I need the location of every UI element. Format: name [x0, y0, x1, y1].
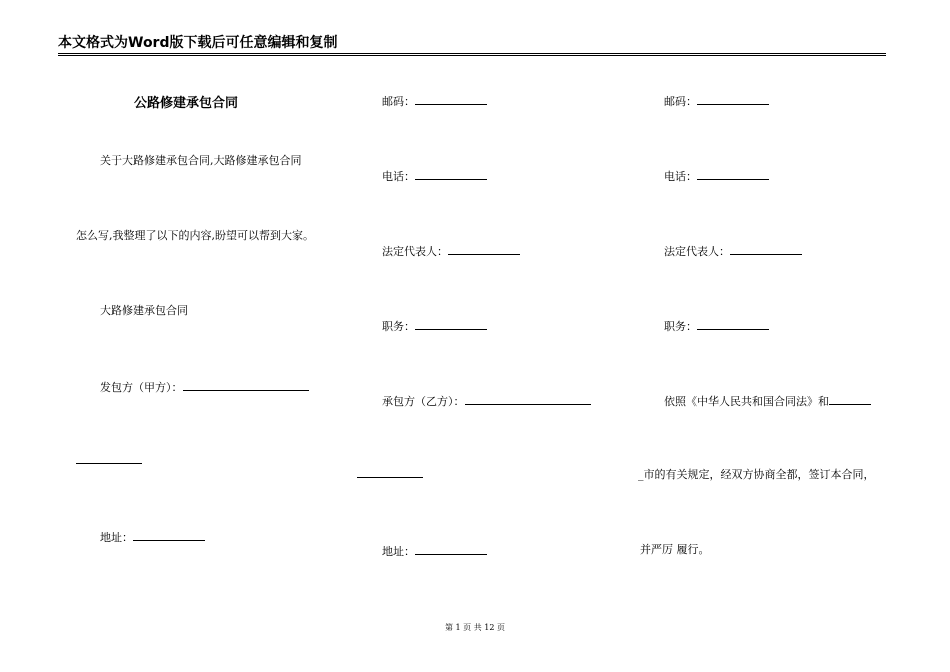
- party-a-address-label: 地址：: [100, 531, 133, 544]
- party-b-postcode-blank: [697, 93, 769, 105]
- party-b-postcode-label: 邮码：: [664, 95, 697, 108]
- party-b-blank-continued: [357, 477, 423, 478]
- party-a-address-blank: [133, 529, 205, 541]
- party-b-phone-field: [664, 168, 769, 183]
- party-a-position-blank: [415, 318, 487, 330]
- city-blank: [829, 393, 871, 405]
- intro-line-1: 关于大路修建承包合同,大路修建承包合同: [100, 154, 302, 167]
- legal-basis-line-3: 并严厉 履行。: [640, 543, 710, 556]
- document-header: 本文格式为Word版下载后可任意编辑和复制: [58, 35, 886, 54]
- party-b-position-label: 职务：: [664, 320, 697, 333]
- party-a-postcode-blank: [415, 93, 487, 105]
- party-b-label: 承包方（乙方）：: [382, 395, 465, 408]
- legal-basis-line-1: [664, 393, 871, 408]
- party-b-blank: [465, 393, 591, 405]
- contract-heading: 大路修建承包合同: [100, 304, 188, 317]
- party-a-legal-rep-blank: [448, 243, 520, 255]
- party-a-blank-continued: [76, 463, 142, 464]
- legal-basis-line-2: _市的有关规定，经双方协商全都，签订本合同，: [638, 468, 875, 481]
- party-b-phone-blank: [697, 168, 769, 180]
- party-a-postcode-label: 邮码：: [382, 95, 415, 108]
- party-b-postcode-field: [664, 93, 769, 108]
- legal-basis-text-1: 依照《中华人民共和国合同法》和: [664, 395, 829, 408]
- party-b-field: [382, 393, 591, 408]
- party-a-legal-rep-label: 法定代表人：: [382, 245, 448, 258]
- party-a-postcode-field: [382, 93, 487, 108]
- party-b-legal-rep-blank: [730, 243, 802, 255]
- party-b-address-label: 地址：: [382, 545, 415, 558]
- party-b-legal-rep-field: [664, 243, 802, 258]
- intro-line-2: 怎么写,我整理了以下的内容,盼望可以帮到大家。: [76, 229, 314, 242]
- party-b-phone-label: 电话：: [664, 170, 697, 183]
- contract-title: 公路修建承包合同: [134, 96, 239, 111]
- party-b-address-blank: [415, 543, 487, 555]
- party-a-phone-blank: [415, 168, 487, 180]
- party-a-position-field: [382, 318, 487, 333]
- party-b-legal-rep-label: 法定代表人：: [664, 245, 730, 258]
- party-a-address-field: [100, 529, 205, 544]
- page-number: 第 1 页 共 12 页: [445, 623, 505, 632]
- header-rule: [58, 55, 886, 56]
- party-b-address-field: [382, 543, 487, 558]
- party-a-blank: [183, 379, 309, 391]
- party-a-legal-rep-field: [382, 243, 520, 258]
- party-a-field: [100, 379, 309, 394]
- party-a-position-label: 职务：: [382, 320, 415, 333]
- party-a-phone-field: [382, 168, 487, 183]
- party-a-label: 发包方（甲方）：: [100, 381, 183, 394]
- party-a-phone-label: 电话：: [382, 170, 415, 183]
- party-b-position-field: [664, 318, 769, 333]
- party-b-position-blank: [697, 318, 769, 330]
